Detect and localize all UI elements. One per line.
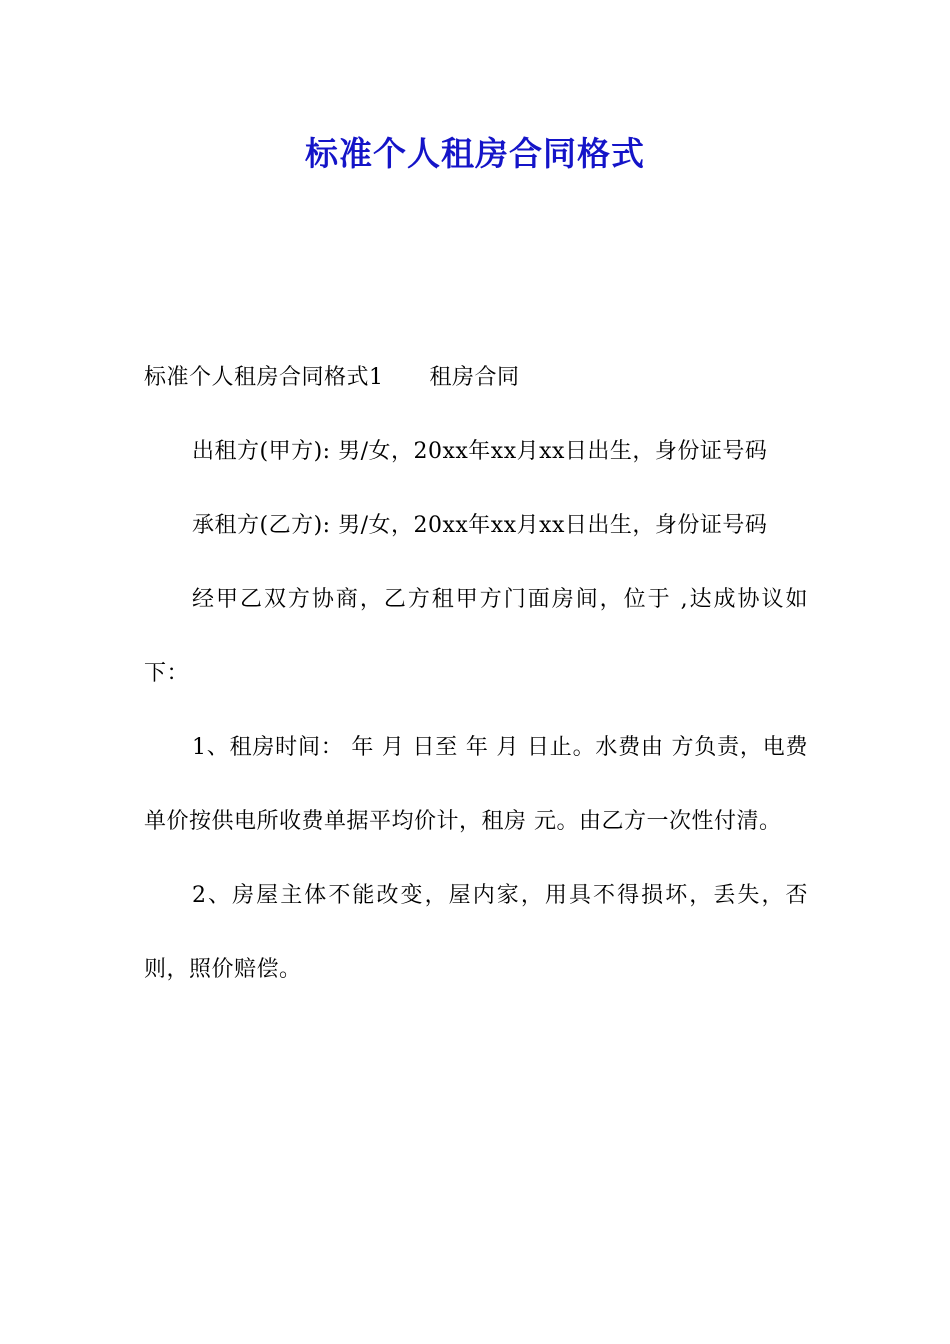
paragraph-agreement: 经甲乙双方协商，乙方租甲方门面房间，位于 ,达成协议如下：: [144, 587, 808, 686]
section-subheading: 租房合同: [429, 365, 520, 390]
paragraph-lessee: 承租方(乙方): 男/女，20xx年xx月xx日出生，身份证号码: [192, 513, 768, 538]
section-heading: 标准个人租房合同格式1: [144, 365, 384, 390]
paragraph-clause-2: 2、房屋主体不能改变，屋内家，用具不得损坏，丢失，否则，照价赔偿。: [144, 883, 808, 982]
section-heading-line: [144, 341, 808, 415]
document-body: [144, 341, 808, 1007]
paragraph-lessor: 出租方(甲方): 男/女，20xx年xx月xx日出生，身份证号码: [192, 439, 768, 464]
paragraph-clause-1: 1、租房时间： 年 月 日至 年 月 日止。水费由 方负责，电费单价按供电所收费单据平均价计，租房 元。由乙方一次性付清。: [144, 735, 808, 834]
document-title: 标准个人租房合同格式: [305, 134, 645, 173]
